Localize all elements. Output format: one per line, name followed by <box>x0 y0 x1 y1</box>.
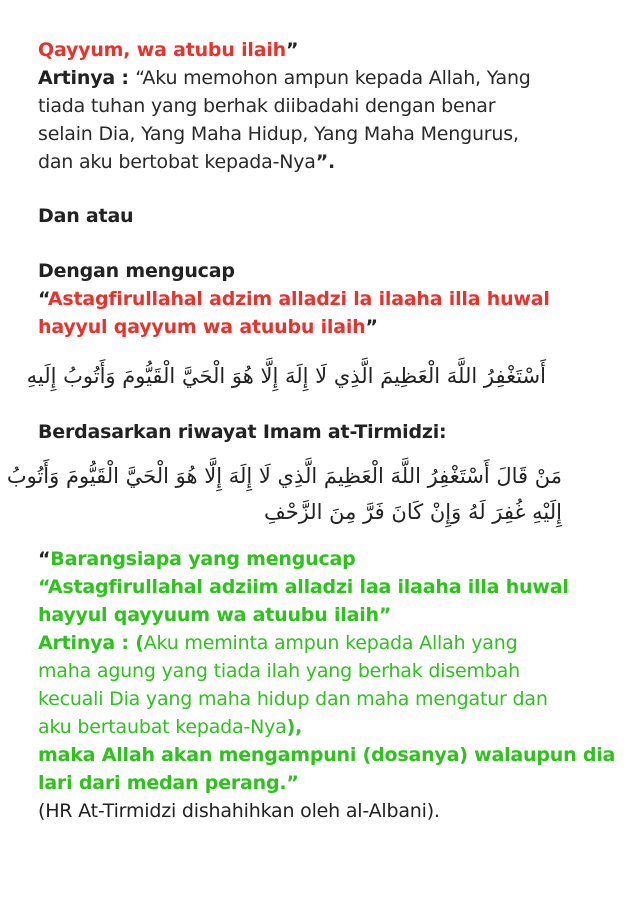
hadith-text-1: Barangsiapa yang mengucap <box>50 548 356 570</box>
hadith-promise-line-1: maka Allah akan mengampuni (dosanya) walaupun dia <box>38 744 616 766</box>
meaning-line-3: selain Dia, Yang Maha Hidup, Yang Maha Mengurus, <box>38 123 519 145</box>
open-quote: “ <box>38 548 51 570</box>
meaning-line-1 <box>38 66 531 90</box>
hadith-meaning-line-4 <box>38 715 302 739</box>
quote-mark: ” <box>285 39 299 61</box>
doa-ending-line <box>38 38 298 62</box>
dzikir-text-1: Astagfirullahal adzim alladzi la ilaaha illa huwal <box>47 288 550 310</box>
arabic-hadith-line-2: إِلَيْهِ غُفِرَ لَهُ وَإِنْ كَانَ فَرَّ مِنَ الزَّحْفِ <box>263 500 562 524</box>
meaning-text: “Aku memohon ampun kepada Allah, Yang <box>135 67 531 89</box>
close-quote: ” <box>365 316 378 338</box>
hadith-transliteration-1: “Astagfirullahal adziim alladzi laa ilaaha illa huwal <box>38 576 569 598</box>
hadith-transliteration-2: hayyul qayyuum wa atuubu ilaih” <box>38 604 392 626</box>
hadith-promise-line-2: lari dari medan perang.” <box>38 772 299 794</box>
hadith-meaning-line-1 <box>38 631 517 655</box>
hadith-meaning-end: aku bertaubat kepada-Nya <box>38 716 287 738</box>
open-quote: “ <box>38 288 48 310</box>
meaning-line-2: tiada tuhan yang berhak diibadahi dengan benar <box>38 95 496 117</box>
dzikir-transliteration-1 <box>38 287 550 311</box>
closing-quote: ”. <box>315 151 336 173</box>
dzikir-transliteration-2 <box>38 315 378 339</box>
hadith-meaning-line-2: maha agung yang tiada ilah yang berhak disembah <box>38 660 520 682</box>
hadith-translation-1 <box>38 547 356 571</box>
hadith-meaning-line-3: kecuali Dia yang maha hidup dan maha mengatur dan <box>38 688 548 710</box>
meaning-line-4 <box>38 150 335 174</box>
artinya-label-green: Artinya : ( <box>38 632 144 654</box>
arabic-hadith-line-1: مَنْ قَالَ أَسْتَغْفِرُ اللَّهَ الْعَظِيمَ الَّذِي لَا إِلَهَ إِلَّا هُوَ الْحَيَّ الْقَيُّومَ وَأَتُوبُ <box>6 464 562 488</box>
heading-berdasarkan-riwayat: Berdasarkan riwayat Imam at-Tirmidzi: <box>38 421 447 443</box>
arabic-dzikir: أَسْتَغْفِرُ اللَّهَ الْعَظِيمَ الَّذِي لَا إِلَهَ إِلَّا هُوَ الْحَيَّ الْقَيُّومَ وَأَتُوبُ إِلَيهِ <box>26 364 546 388</box>
artinya-label: Artinya : <box>38 67 136 89</box>
transliteration-end: Qayyum, wa atubu ilaih <box>38 39 286 61</box>
hadith-reference: (HR At-Tirmidzi dishahihkan oleh al-Albani). <box>38 800 440 822</box>
hadith-meaning-text: Aku meminta ampun kepada Allah yang <box>143 632 518 654</box>
section-heading-dan-atau: Dan atau <box>38 205 134 227</box>
meaning-text-end: dan aku bertobat kepada-Nya <box>38 151 316 173</box>
dzikir-text-2: hayyul qayyum wa atuubu ilaih <box>38 316 366 338</box>
heading-dengan-mengucap: Dengan mengucap <box>38 260 235 282</box>
paren-close: ), <box>286 716 303 738</box>
